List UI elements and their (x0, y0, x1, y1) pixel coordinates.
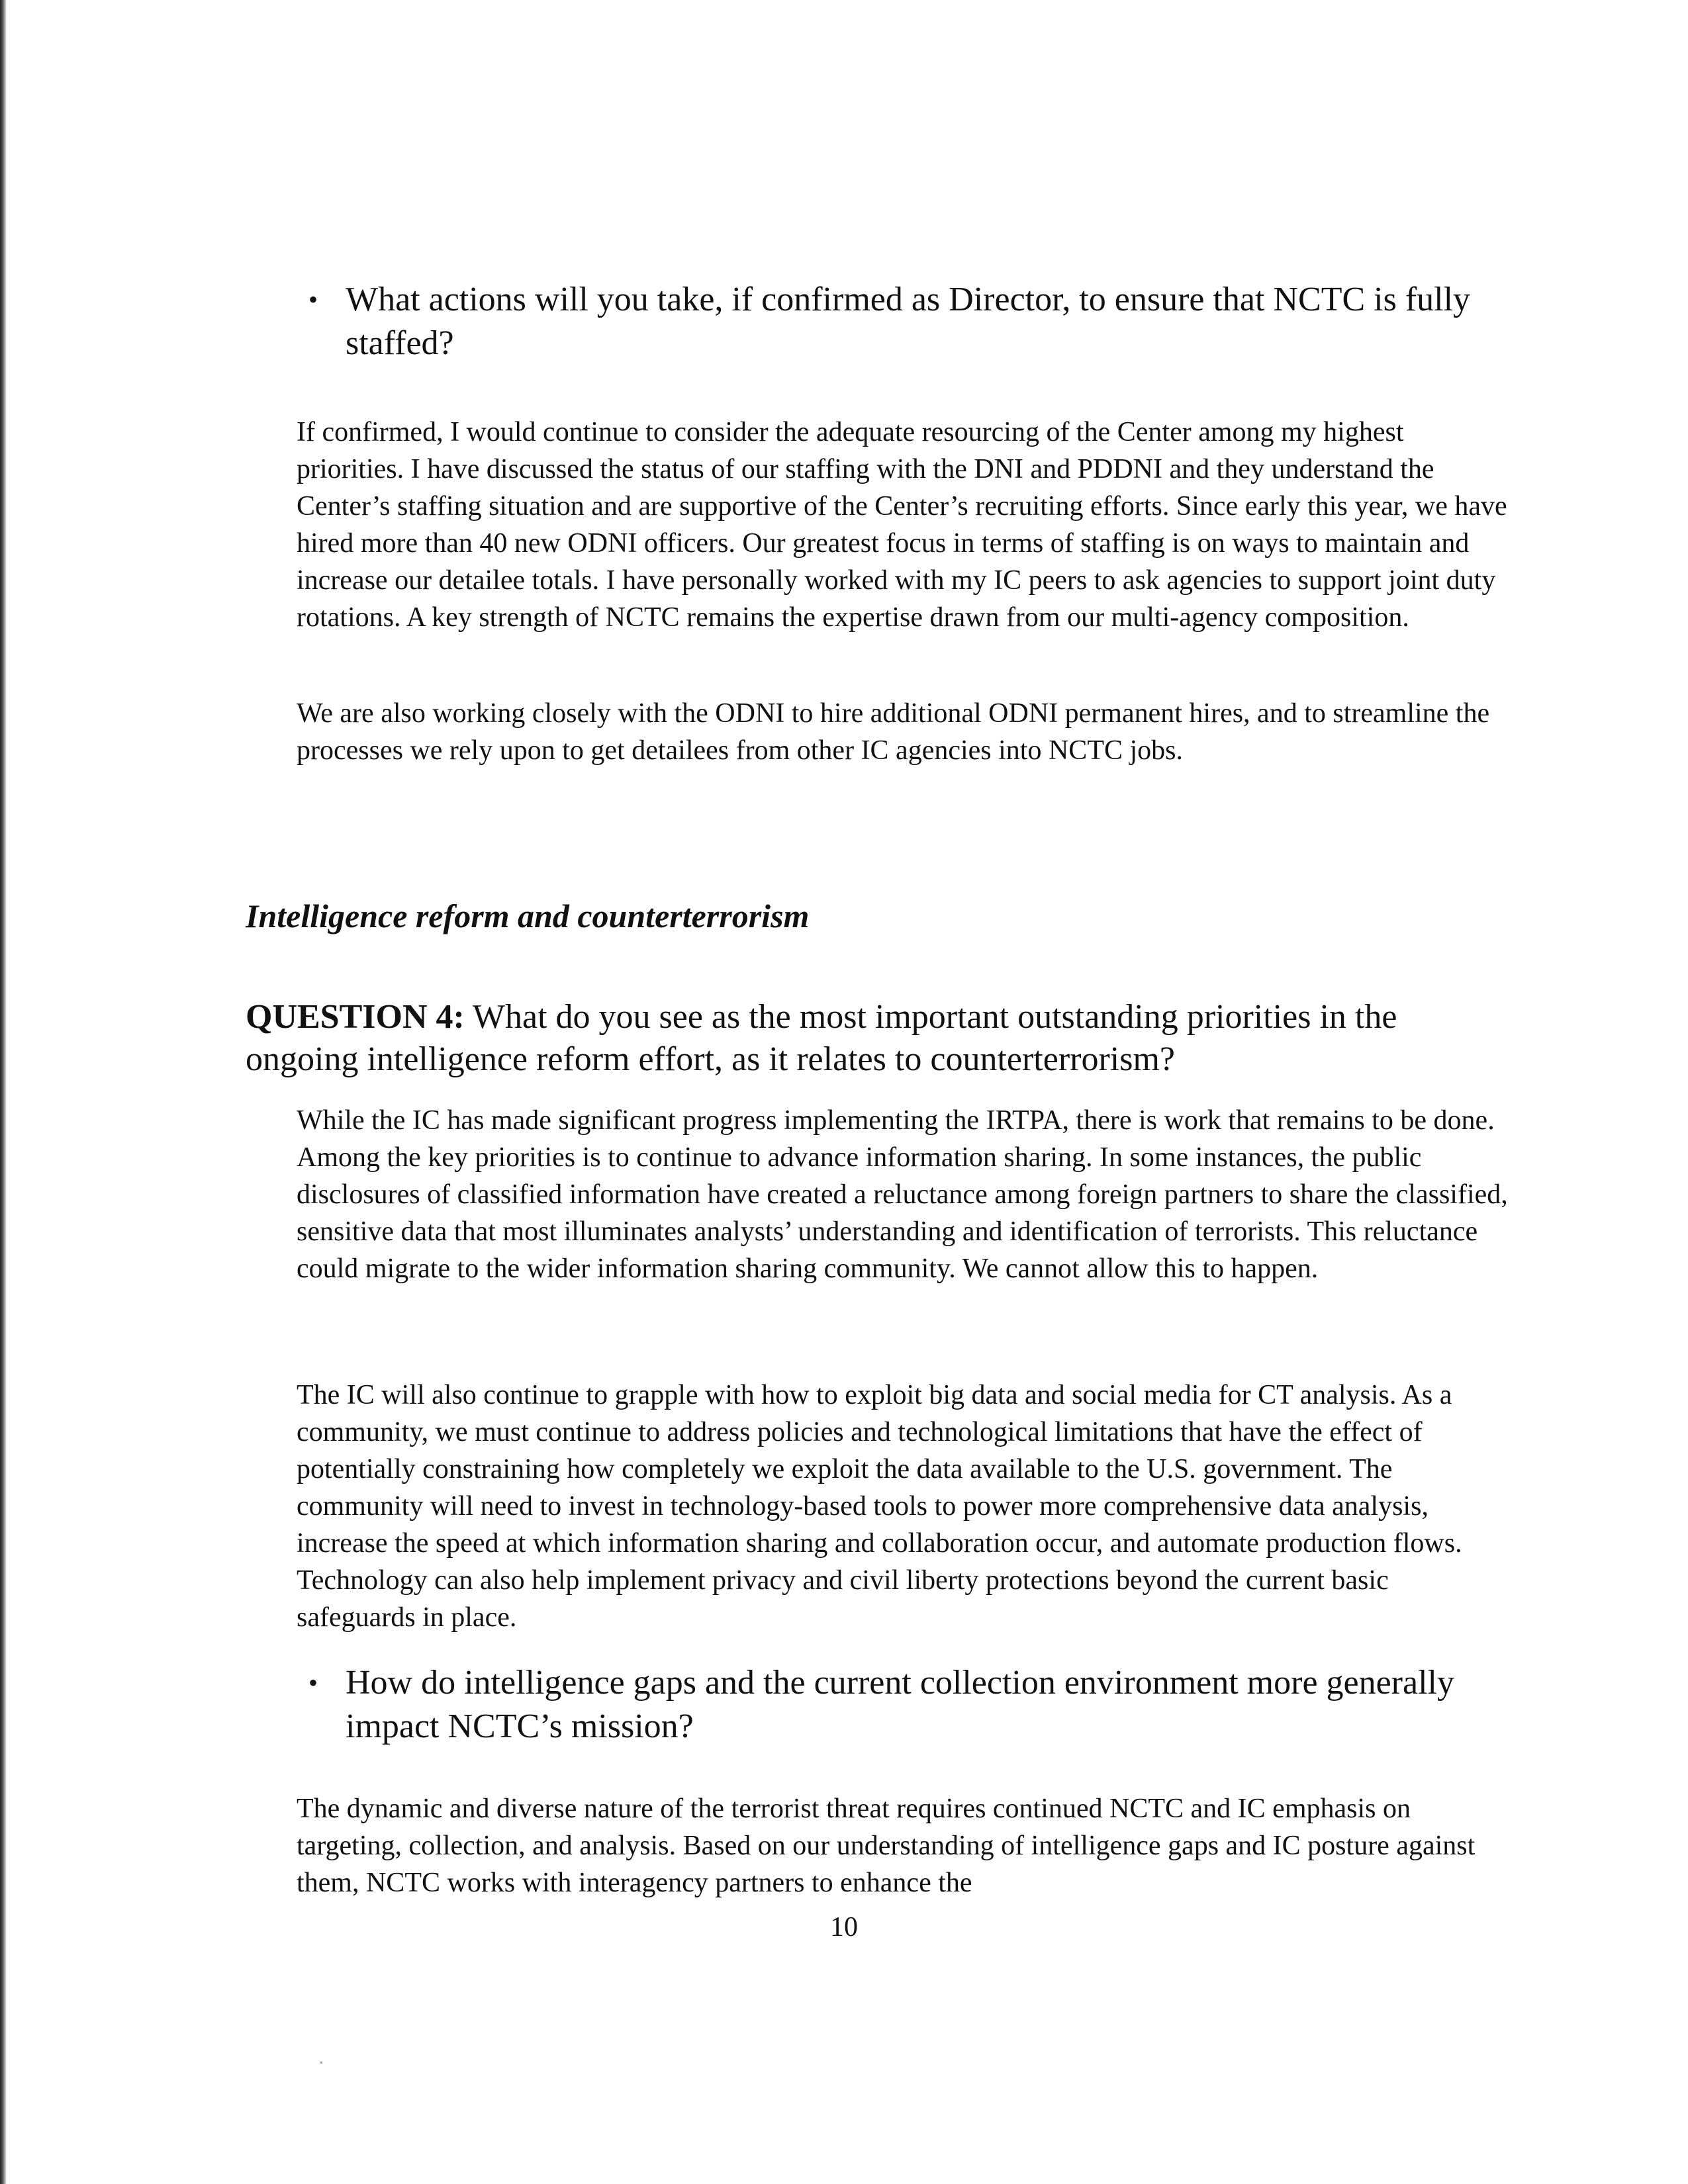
bullet-icon: • (308, 285, 318, 314)
answer-paragraph-irtpa: While the IC has made significant progress implementing the IRTPA, there is work that remains to be done. Among the key priorities is to continue to advance information sharing. In some instances, the public disclosures of classified information have created a reluctance among foreign partners to share the classified, sensitive data that most illuminates analysts’ understanding and identification of terrorists. This reluctance could migrate to the wider information sharing community. We cannot allow this to happen. (297, 1105, 1508, 1284)
answer-paragraph-big-data: The IC will also continue to grapple with how to exploit big data and social media for CT analysis. As a community, we must continue to address policies and technological limitations that have the effect of potentially constraining how completely we exploit the data available to the U.S. government. The community will need to invest in technology-based tools to power more comprehensive data analysis, increase the speed at which information sharing and collaboration occur, and automate production flows. Technology can also help implement privacy and civil liberty protections beyond the current basic safeguards in place. (297, 1380, 1462, 1633)
bullet-question-staffing (308, 278, 1500, 365)
bullet-question-gaps (308, 1661, 1500, 1749)
question-text: What do you see as the most important outstanding priorities in the ongoing intelligence reform effort, as it relates to counterterrorism? (246, 998, 1397, 1078)
bullet-text: How do intelligence gaps and the current collection environment more generally impact NCTC’s mission? (346, 1664, 1454, 1745)
section-heading: Intelligence reform and counterterrorism (246, 897, 810, 934)
scan-edge (0, 0, 7, 2184)
bullet-text: What actions will you take, if confirmed as Director, to ensure that NCTC is fully staffed? (346, 281, 1471, 362)
page-number: 10 (830, 1912, 858, 1942)
bullet-icon: • (308, 1668, 318, 1698)
question-label: QUESTION 4: (246, 998, 465, 1036)
scan-speck (320, 2062, 322, 2064)
answer-paragraph-staffing: If confirmed, I would continue to consider the adequate resourcing of the Center among my highest priorities. I have discussed the status of our staffing with the DNI and PDDNI and they understand the Center’s staffing situation and are supportive of the Center’s recruiting efforts. Since early this year, we have hired more than 40 new ODNI officers. Our greatest focus in terms of staffing is on ways to maintain and increase our detailee totals. I have personally worked with my IC peers to ask agencies to support joint duty rotations. A key strength of NCTC remains the expertise drawn from our multi-agency composition. (297, 417, 1507, 633)
answer-paragraph-threat: The dynamic and diverse nature of the terrorist threat requires continued NCTC and IC emphasis on targeting, collection, and analysis. Based on our understanding of intelligence gaps and IC posture against them, NCTC works with interagency partners to enhance the (297, 1794, 1476, 1898)
answer-paragraph-odni-hires: We are also working closely with the ODNI to hire additional ODNI permanent hires, and to streamline the processes we rely upon to get detailees from other IC agencies into NCTC jobs. (297, 698, 1490, 766)
question-4 (246, 996, 1503, 1081)
